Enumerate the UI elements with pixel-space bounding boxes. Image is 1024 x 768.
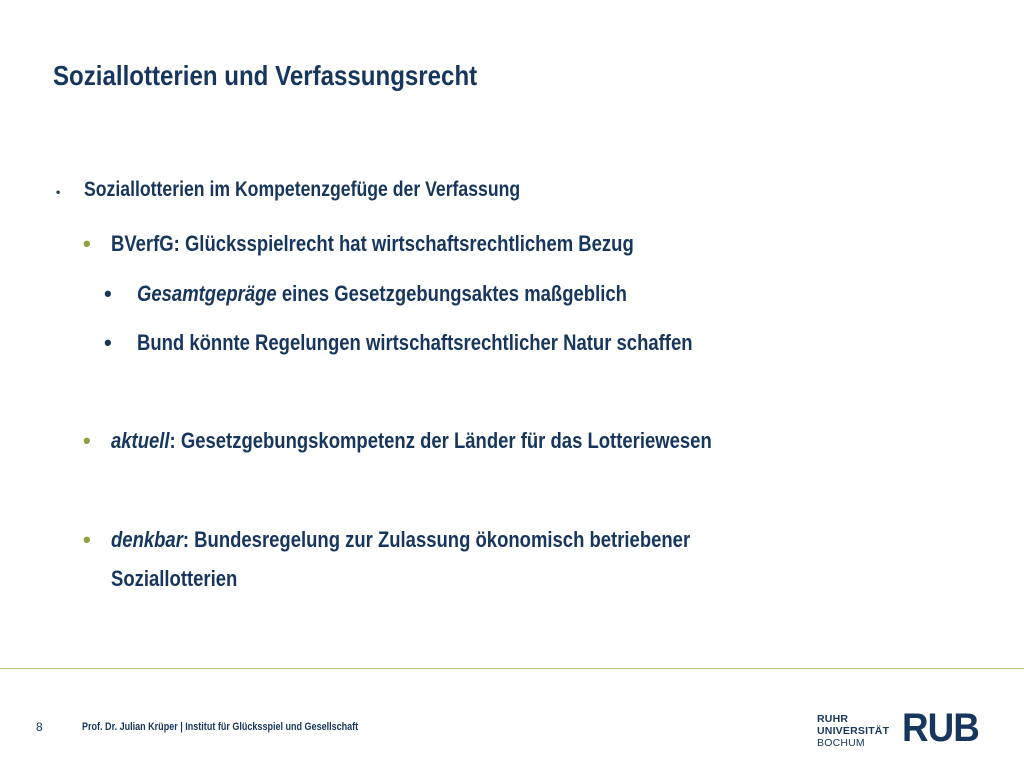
logo-line-3: BOCHUM — [817, 737, 865, 749]
bullet-marker: • — [104, 281, 112, 306]
bullet-marker: • — [83, 428, 91, 453]
bullet-emphasis: aktuell — [111, 428, 170, 453]
bullet-item — [111, 428, 712, 454]
bullet-marker: • — [104, 330, 112, 355]
slide-title: Soziallotterien und Verfassungsrecht — [53, 60, 478, 91]
bullet-text: eines Gesetzgebungsaktes maßgeblich — [276, 281, 627, 306]
logo-line-1: RUHR — [817, 713, 849, 725]
rub-logo: RUB — [902, 706, 979, 750]
bullet-text: Soziallotterien im Kompetenzgefüge der Verfassung — [84, 178, 521, 201]
bullet-marker: • — [56, 185, 61, 199]
bullet-marker: • — [83, 527, 91, 552]
bullet-emphasis: Gesamtgepräge — [137, 281, 277, 306]
page-number: 8 — [36, 720, 43, 734]
bullet-text: BVerfG: Glücksspielrecht hat wirtschaftsrechtlichem Bezug — [111, 231, 634, 256]
bullet-item-continuation — [111, 566, 237, 592]
bullet-text: Soziallotterien — [111, 566, 238, 591]
university-logo-text — [817, 713, 889, 749]
bullet-text: : Gesetzgebungskompetenz der Länder für das Lotteriewesen — [169, 428, 712, 453]
bullet-text: : Bundesregelung zur Zulassung ökonomisch betriebener — [182, 527, 691, 552]
bullet-item — [137, 281, 627, 307]
bullet-item — [111, 231, 634, 257]
bullet-item — [137, 330, 693, 356]
bullet-text: Bund könnte Regelungen wirtschaftsrechtlicher Natur schaffen — [137, 330, 693, 355]
bullet-item — [84, 178, 520, 202]
logo-line-2: UNIVERSITÄT — [817, 725, 890, 737]
bullet-emphasis: denkbar — [111, 527, 183, 552]
bullet-marker: • — [83, 231, 91, 256]
bullet-item — [111, 527, 690, 553]
footer-divider — [0, 668, 1024, 669]
footer-credit: Prof. Dr. Julian Krüper | Institut für Glücksspiel und Gesellschaft — [82, 721, 359, 733]
